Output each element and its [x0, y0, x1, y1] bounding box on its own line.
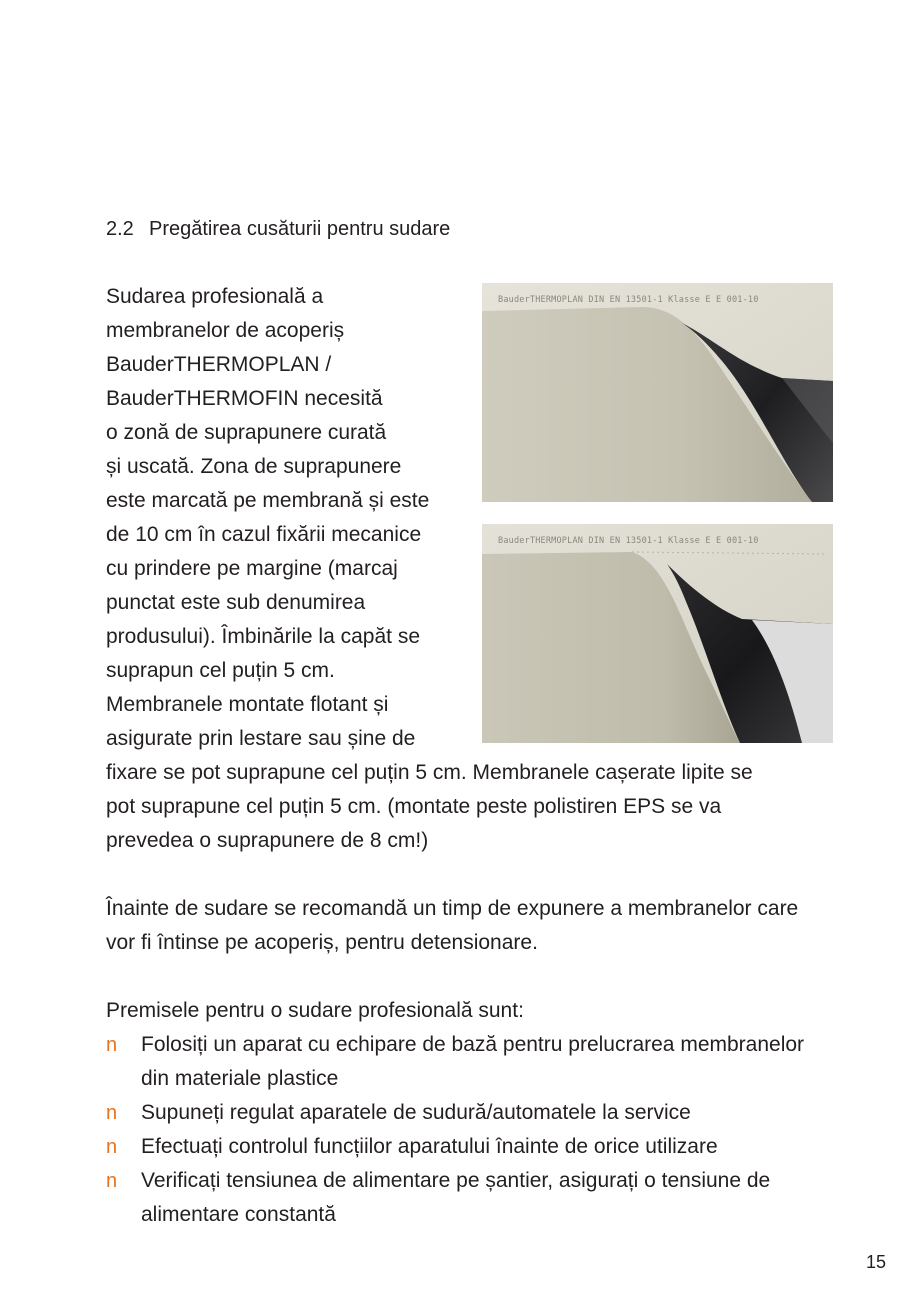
- text-line: produsului). Îmbinările la capăt se: [106, 625, 420, 648]
- text-line: și uscată. Zona de suprapunere: [106, 455, 402, 478]
- text-line: suprapun cel puțin 5 cm.: [106, 659, 335, 682]
- membrane-photo-top-graphic: [482, 283, 833, 502]
- list-item-text: Verificați tensiunea de alimentare pe șantier, asigurați o tensiune de alimentare constantă: [141, 1169, 771, 1226]
- section-number: 2.2: [106, 218, 134, 240]
- paragraph-exposure: Înainte de sudare se recomandă un timp de expunere a membranelor care vor fi întinse pe acoperiș, pentru detensionare.: [106, 897, 799, 954]
- paragraph-premises: Premisele pentru o sudare profesională sunt:: [106, 999, 524, 1022]
- list-item: [106, 1130, 836, 1164]
- list-item-text: Efectuați controlul funcțiilor aparatului înainte de orice utilizare: [141, 1135, 718, 1158]
- paragraph-intro: [106, 280, 466, 756]
- text-line: prevedea o suprapunere de 8 cm!): [106, 829, 429, 852]
- bullet-marker: n: [106, 1102, 118, 1124]
- list-item: [106, 1028, 836, 1096]
- list-item: [106, 1164, 836, 1232]
- membrane-imprint-text: BauderTHERMOPLAN DIN EN 13501-1 Klasse E E 001-10: [498, 536, 759, 546]
- membrane-photo-bottom: [482, 524, 833, 743]
- text-line: BauderTHERMOPLAN /: [106, 353, 332, 376]
- text-line: pot suprapune cel puțin 5 cm. (montate peste polistiren EPS se va: [106, 795, 722, 818]
- text-line: o zonă de suprapunere curată: [106, 421, 387, 444]
- premises-list: [106, 1028, 836, 1232]
- text-line: BauderTHERMOFIN necesită: [106, 387, 383, 410]
- text-line: punctat este sub denumirea: [106, 591, 366, 614]
- bullet-marker: n: [106, 1034, 118, 1056]
- text-line: fixare se pot suprapune cel puțin 5 cm. Membranele cașerate lipite se: [106, 761, 753, 784]
- text-line: asigurate prin lestare sau șine de: [106, 727, 416, 750]
- list-item: [106, 1096, 836, 1130]
- list-item-text: Folosiți un aparat cu echipare de bază pentru prelucrarea membranelor din materiale plastice: [141, 1033, 805, 1090]
- membrane-imprint-text: BauderTHERMOPLAN DIN EN 13501-1 Klasse E E 001-10: [498, 295, 759, 305]
- text-line: Sudarea profesională a: [106, 285, 324, 308]
- bullet-marker: n: [106, 1136, 118, 1158]
- section-heading: [106, 215, 450, 243]
- paragraph-intro-continued: [106, 756, 826, 858]
- membrane-photo-top: [482, 283, 833, 502]
- text-line: este marcată pe membrană și este: [106, 489, 430, 512]
- text-line: Membranele montate flotant și: [106, 693, 389, 716]
- page-number: 15: [865, 1252, 886, 1272]
- section-title: Pregătirea cusăturii pentru sudare: [149, 218, 451, 240]
- bullet-marker: n: [106, 1170, 118, 1192]
- text-line: de 10 cm în cazul fixării mecanice: [106, 523, 422, 546]
- text-line: cu prindere pe margine (marcaj: [106, 557, 398, 580]
- list-item-text: Supuneți regulat aparatele de sudură/automatele la service: [141, 1101, 691, 1124]
- text-line: membranelor de acoperiș: [106, 319, 345, 342]
- membrane-photo-bottom-graphic: [482, 524, 833, 743]
